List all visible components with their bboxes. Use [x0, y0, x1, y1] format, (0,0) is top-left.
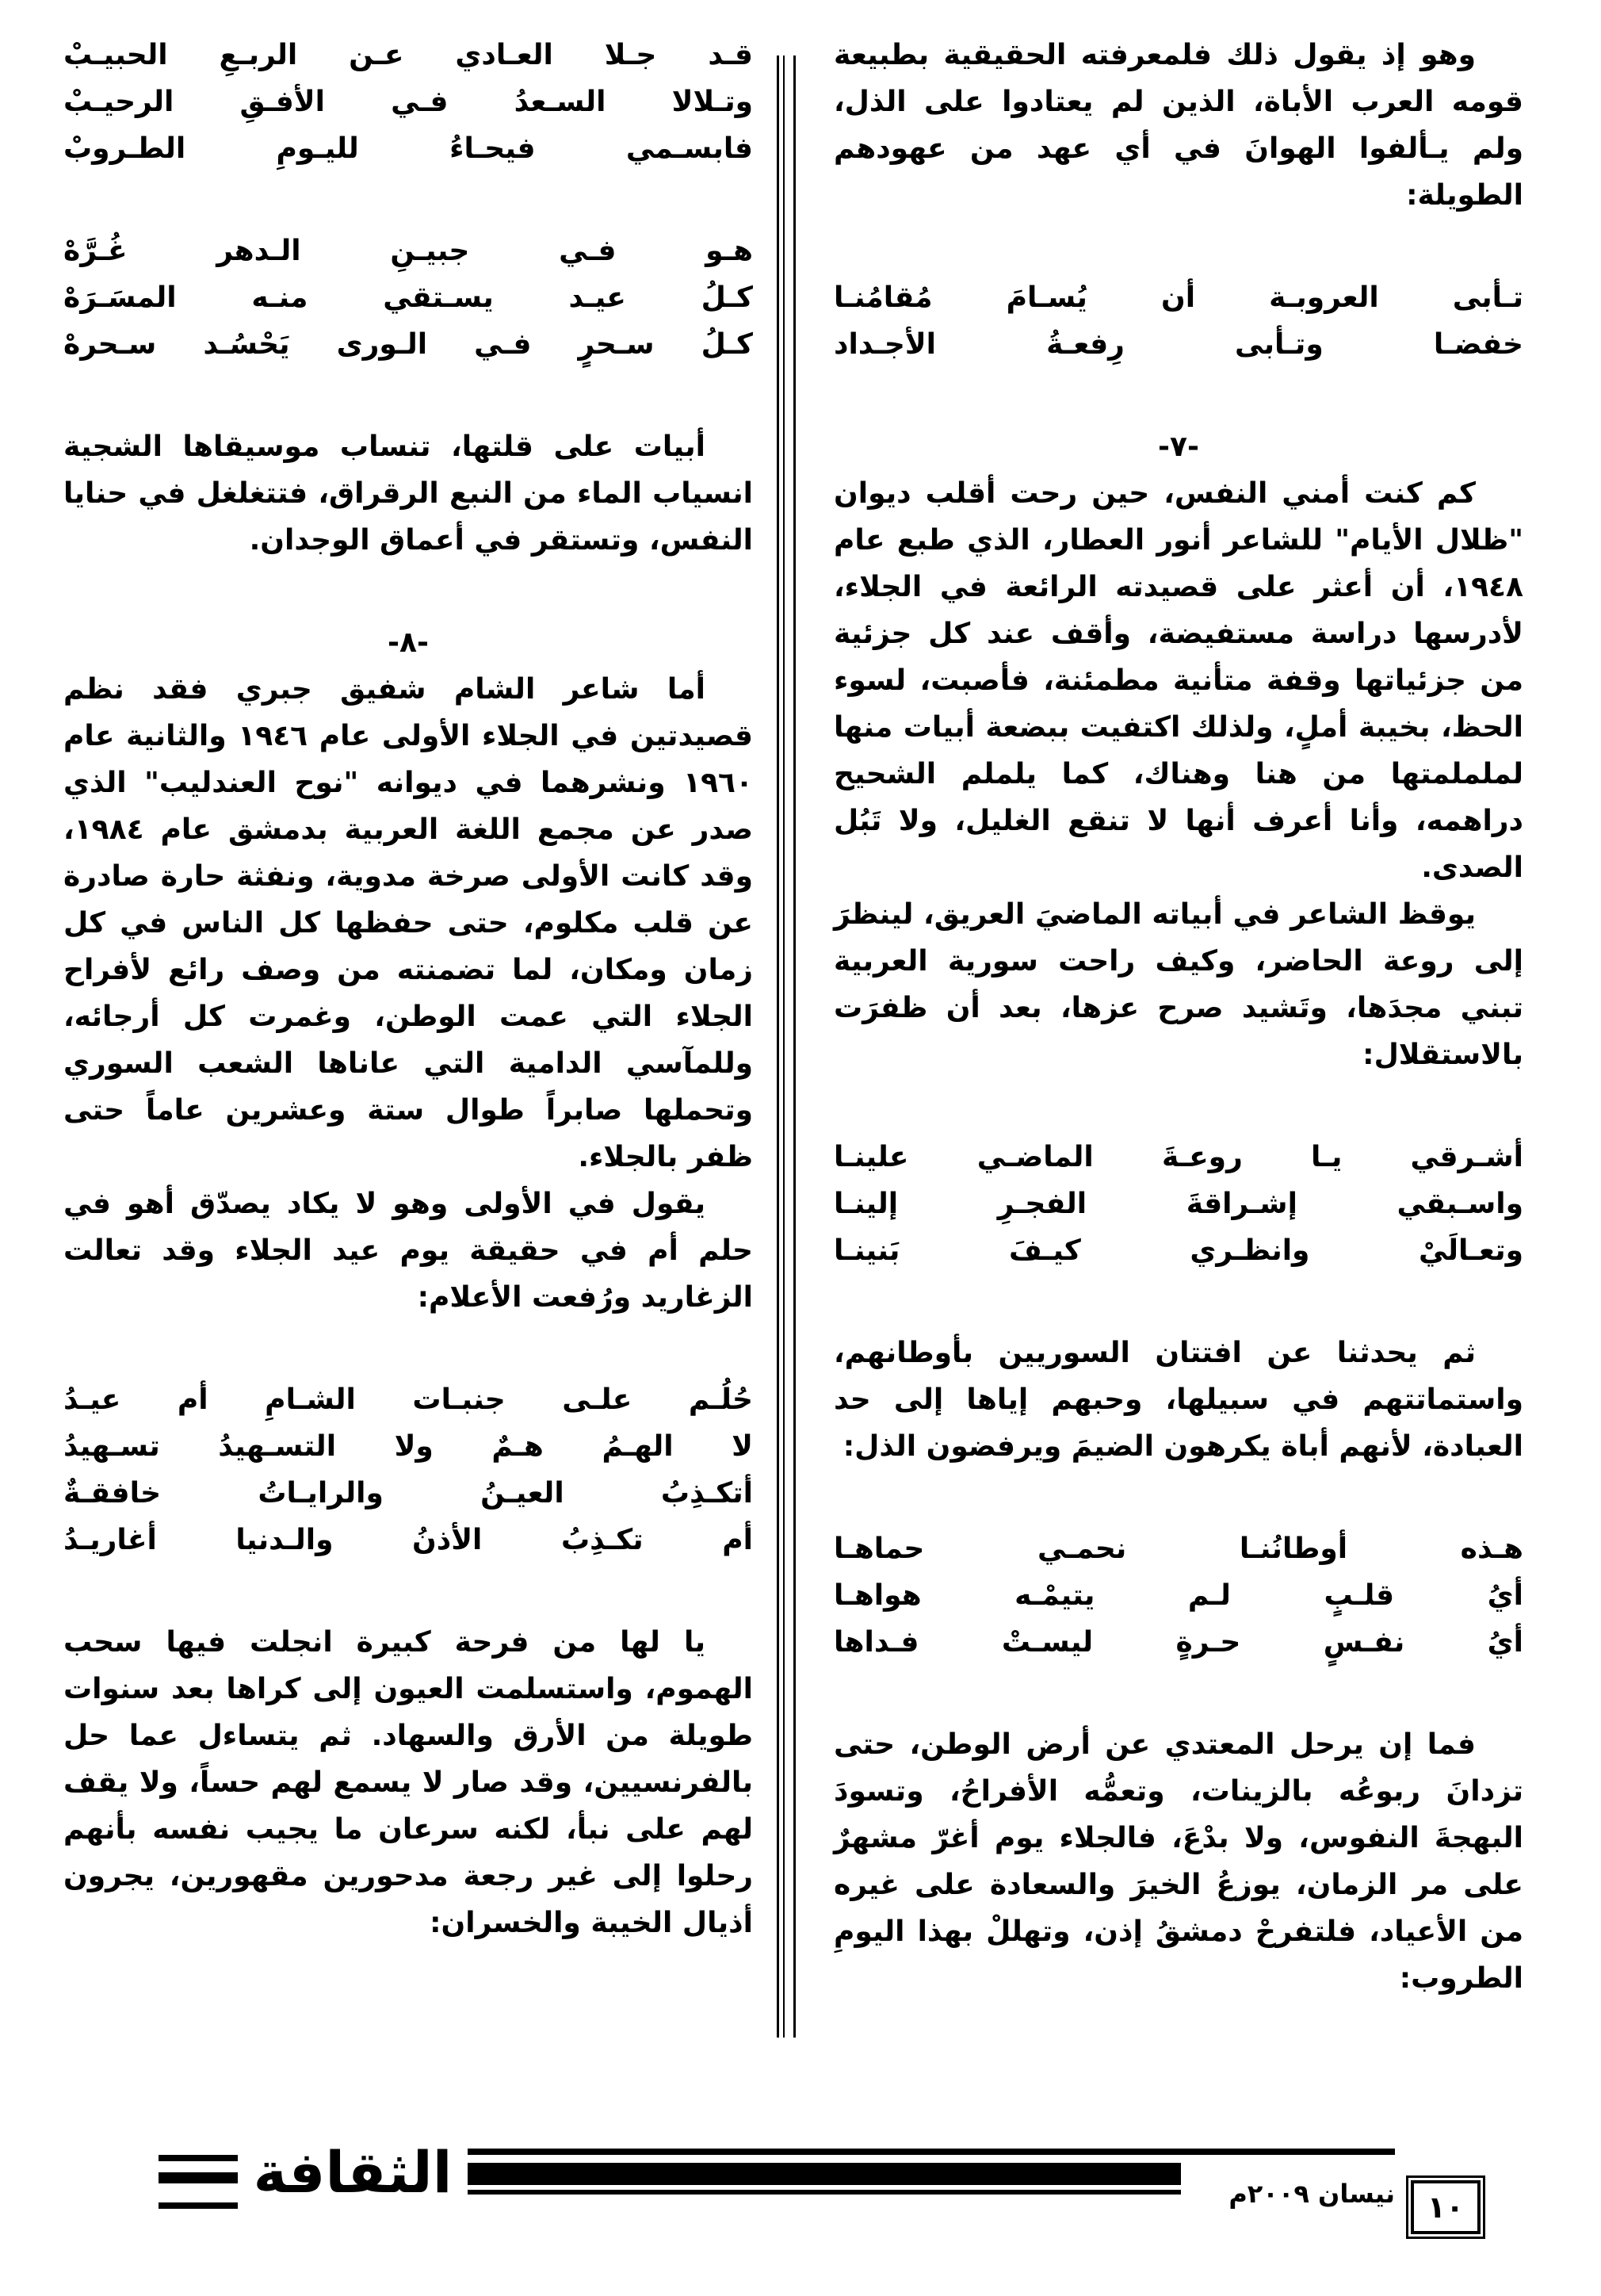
- verse-line: هـذه أوطانُنـا نحمـي حماهـا: [834, 1533, 1523, 1565]
- section-8-paragraph: يقول في الأولى وهو لا يكاد يصدّق أهو في حلم أم في حقيقة يوم عيد الجلاء وقد تعالت الزغاريد ورُفعت الأعلام:: [63, 1188, 753, 1314]
- verse-line: أتكـذِبُ العيـنُ والرايـاتُ خافقـةٌ: [63, 1477, 753, 1510]
- verse-line: خفضـا وتـأبى رِفعـةُ الأجـداد: [834, 328, 1523, 361]
- verse-line: أم تكـذِبُ الأذنُ والـدنيا أغاريـدُ: [63, 1524, 753, 1556]
- section-number: -٨-: [388, 626, 429, 659]
- verse-1: [834, 274, 1523, 368]
- page-footer: [0, 2125, 1601, 2225]
- right-column: [834, 32, 1523, 2002]
- verse-line: واسـبقي إشـراقةَ الفجـرِ إلينـا: [834, 1188, 1523, 1220]
- section-8-paragraph: أما شاعر الشام شفيق جبري فقد نظم قصيدتين في الجلاء الأولى عام ١٩٤٦ والثانية عام ١٩٦٠ ونشرهما في ديوانه "نوح العندليب" الذي صدر عن مجمع اللغة العربية بدمشق عام ١٩٨٤، وقد كانت الأولى صرخة مدوية، ونفثة حارة صادرة عن قلب مكلوم، حتى حفظها كل الناس في كل زمان ومكان، لما تضمنته من وصف رائع لأفراح الجلاء التي عمت الوطن، وغمرت كل أرجائه، وللمآسي الدامية التي عاناها الشعب السوري وتحملها صابراً طوال ستة وعشرين عاماً حتى ظفر بالجلاء.: [63, 673, 753, 1173]
- verse-line: وتـلالا السـعدُ فـي الأفـقِ الرحيـبْ: [63, 86, 753, 118]
- column-divider: [777, 55, 796, 2038]
- left-column: [63, 32, 753, 1946]
- verse-line: أيُ قلـبٍ لـم يتيمْـه هواهـا: [834, 1579, 1523, 1612]
- joy-paragraph: يا لها من فرحة كبيرة انجلت فيها سحب الهموم، واستسلمت العيون إلى كراها بعد سنوات طويلة من الأرق والسهاد. ثم يتساءل عما حل بالفرنسيين، وقد صار لا يسمع لهم حساً، ولا يقف لهم على نبأ، لكنه سرعان ما يجيب نفسه بأنهم رحلوا إلى غير رجعة مدحورين مقهورين، يجرون أذيال الخيبة والخسران:: [63, 1626, 753, 1939]
- verse-line: كـلُ سـحرٍ فـي الـورى يَحْسُـد سـحرهْ: [63, 328, 753, 361]
- verse-line: أشـرقي يـا روعـةَ الماضـي علينـا: [834, 1141, 1523, 1173]
- verse-line: لا الهـمُ هـمٌ ولا التسـهيدُ تسـهيدُ: [63, 1430, 753, 1463]
- verse-line: هـو فـي جبيـنِ الـدهر غُـرَّهْ: [63, 235, 753, 267]
- magazine-logo: الثقافة: [253, 2139, 453, 2206]
- verse-line: فابسـمي فيحـاءُ لليـومِ الطـروبْ: [63, 132, 753, 165]
- verse-line: كـلُ عيـد يسـتقي منـه المسَـرَهْ: [63, 281, 753, 314]
- departure-paragraph: فما إن يرحل المعتدي عن أرض الوطن، حتى تزدانَ ربوعُه بالزينات، وتعمُّه الأفراحُ، وتسودَ البهجةَ النفوس، ولا بدْعَ، فالجلاء يوم أغرّ مشهرٌ على مر الزمان، يوزعُ الخيرَ والسعادة على غيره من الأعياد، فلتفرحْ دمشقُ إذن، وتهللْ بهذا اليومِ الطروب:: [834, 1728, 1523, 1995]
- verse-line: وتعـالَيْ وانظـري كيـفَ بَنينـا: [834, 1234, 1523, 1267]
- section-number: -٧-: [1158, 430, 1199, 463]
- verse-2: [834, 1134, 1523, 1274]
- issue-date: نيسان ٢٠٠٩م: [1228, 2179, 1395, 2209]
- verse-3: [834, 1525, 1523, 1666]
- patriotism-paragraph: ثم يحدثنا عن افتتان السوريين بأوطانهم، واستماتتهم في سبيلها، وحبهم إياها إلى حد العبادة، لأنهم أباة يكرهون الضيمَ ويرفضون الذل:: [834, 1337, 1523, 1463]
- verse-line: تـأبى العروبـة أن يُسـامَ مُقامُنـا: [834, 281, 1523, 314]
- section-7-paragraph: يوقظ الشاعر في أبياته الماضيَ العريق، لينظرَ إلى روعة الحاضر، وكيف راحت سورية العربية تبني مجدَها، وتَشيد صرح عزها، بعد أن ظفرَت بالاستقلال:: [834, 898, 1523, 1071]
- footer-rule-left: [159, 2155, 238, 2209]
- verse-line: قـد جـلا العـادي عـن الربـعِ الحبيـبْ: [63, 39, 753, 71]
- verse-4: [63, 32, 753, 172]
- verse-line: أيُ نفـسٍ حـرةٍ ليسـتْ فـداها: [834, 1626, 1523, 1659]
- section-7-paragraph: كم كنت أمني النفس، حين رحت أقلب ديوان "ظلال الأيام" للشاعر أنور العطار، الذي طبع عام ١٩٤٨، أن أعثر على قصيدته الرائعة في الجلاء، لأدرسها دراسة مستفيضة، وأقف عند كل جزئية من جزئياتها وقفة متأنية مطمئنة، فأصبت، لسوء الحظ، بخيبة أملٍ، ولذلك اكتفيت ببضعة أبيات منها لململمتها من هنا وهناك، كما يلملم الشحيح دراهمه، وأنا أعرف أنها لا تنقع الغليل، ولا تَبُل الصدى.: [834, 477, 1523, 884]
- page-number: ١٠: [1411, 2180, 1481, 2234]
- verse-6: [63, 1376, 753, 1563]
- verses-comment-paragraph: أبيات على قلتها، تنساب موسيقاها الشجية انسياب الماء من النبع الرقراق، فتتغلغل في حنايا النفس، وتستقر في أعماق الوجدان.: [63, 430, 753, 557]
- verse-5: [63, 228, 753, 368]
- verse-line: حُلُـم علـى جنبـات الشـامِ أم عيـدُ: [63, 1383, 753, 1416]
- intro-paragraph: وهو إذ يقول ذلك فلمعرفته الحقيقية بطبيعة قومه العرب الأباة، الذين لم يعتادوا على الذل، ولم يـألفوا الهوانَ في أي عهد من عهودهم الطويلة:: [834, 39, 1523, 212]
